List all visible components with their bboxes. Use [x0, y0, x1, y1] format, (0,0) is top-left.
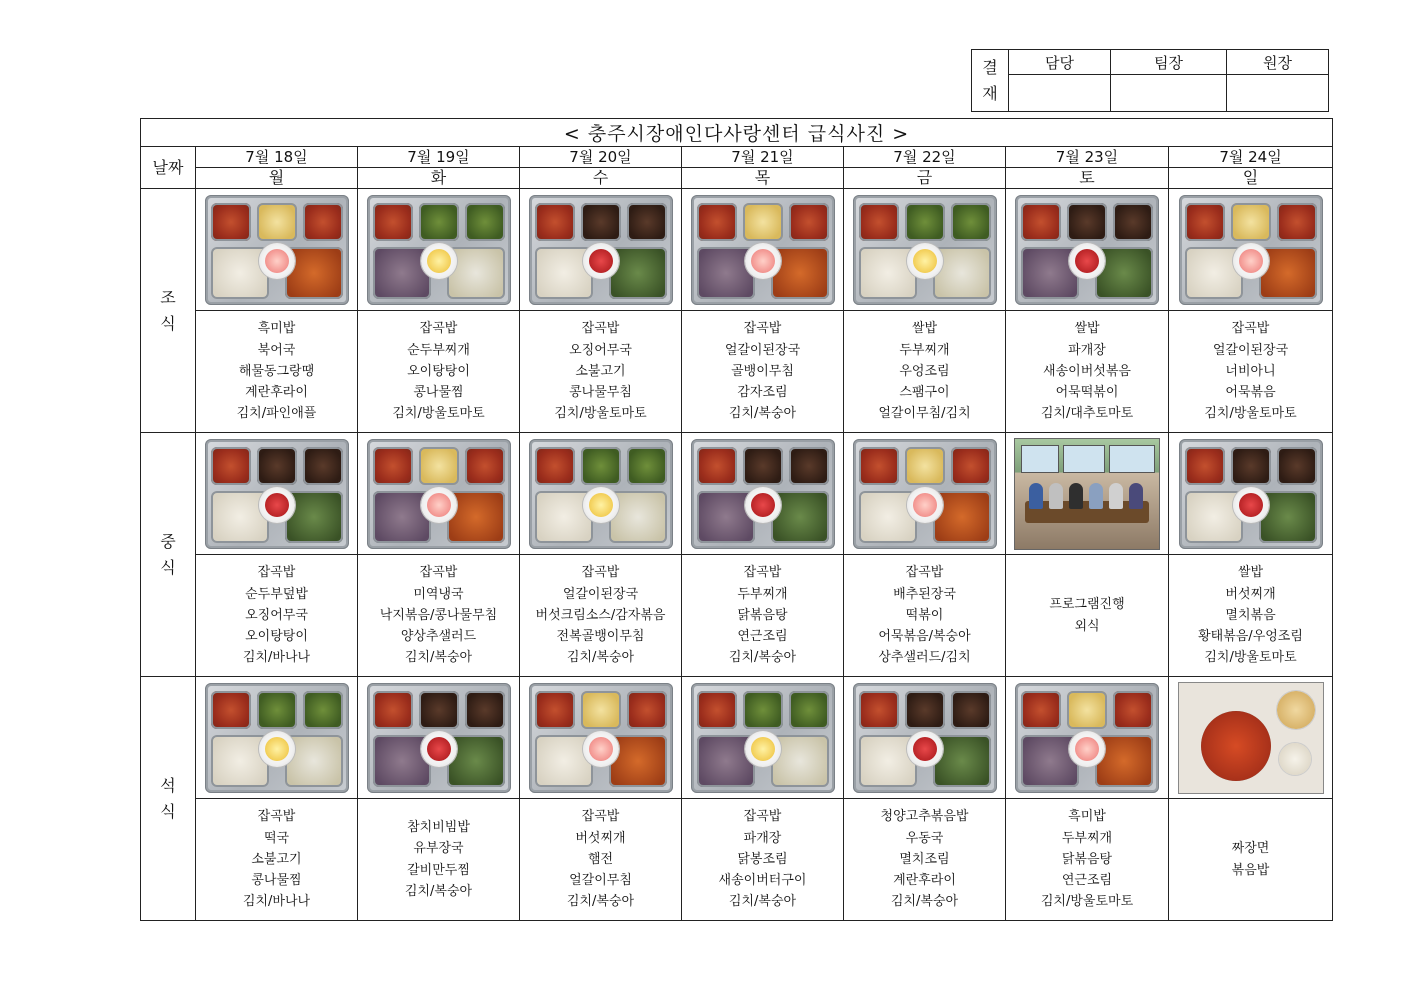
side-dish	[1277, 203, 1317, 241]
lunch-menu-cell	[196, 555, 358, 677]
breakfast-photo-cell[interactable]	[520, 189, 682, 311]
menu-item: 김치/바나나	[242, 650, 311, 666]
menu-item: 흑미밥	[257, 321, 296, 337]
menu-item: 해물동그랑땡	[238, 363, 315, 379]
menu-item: 콩나물찜	[413, 385, 464, 401]
lunch-photo-cell[interactable]	[358, 433, 520, 555]
meal-tray-photo	[1015, 683, 1159, 793]
menu-item: 잡곡밥	[743, 321, 782, 337]
meal-tray-photo	[853, 195, 997, 305]
dinner-photo-cell[interactable]	[1169, 677, 1333, 799]
menu-item: 잡곡밥	[743, 565, 782, 581]
fruit-bowl	[907, 243, 943, 279]
approval-label	[972, 50, 1009, 112]
menu-item: 닭봉조림	[737, 851, 788, 867]
side-dish	[1185, 203, 1225, 241]
side-dish	[373, 691, 413, 729]
breakfast-menu-cell	[682, 311, 844, 433]
breakfast-photo-cell[interactable]	[358, 189, 520, 311]
date-cell: 7월 19일	[358, 147, 520, 168]
fruit-bowl	[259, 243, 295, 279]
meal-tray-photo	[529, 439, 673, 549]
menu-item: 김치/방울토마토	[1040, 894, 1134, 910]
menu-item: 얼갈이된장국	[724, 342, 801, 358]
menu-item: 파개장	[1068, 342, 1106, 358]
dinner-menu-cell	[1006, 799, 1169, 921]
lunch-menu-cell	[844, 555, 1006, 677]
date-label: 날짜	[141, 147, 196, 189]
approval-header-director: 원장	[1227, 50, 1329, 75]
date-cell: 7월 20일	[520, 147, 682, 168]
side-dish	[465, 203, 505, 241]
side-dish	[1113, 691, 1153, 729]
side-dish	[1067, 203, 1107, 241]
day-of-week-cell: 일	[1169, 168, 1333, 189]
menu-item: 떡국	[263, 830, 290, 846]
meal-tray-photo	[1015, 195, 1159, 305]
side-dish	[1231, 447, 1271, 485]
menu-item: 햄전	[587, 851, 614, 867]
fruit-bowl	[907, 731, 943, 767]
menu-item: 배추된장국	[893, 586, 956, 602]
menu-item: 김치/복숭아	[890, 894, 959, 910]
breakfast-label-char: 조	[160, 287, 176, 307]
side-dish	[535, 691, 575, 729]
menu-item: 순두부덮밥	[245, 586, 308, 602]
dinner-menu-cell	[682, 799, 844, 921]
menu-item: 얼갈이무침/김치	[878, 406, 971, 422]
menu-item: 잡곡밥	[905, 565, 944, 581]
menu-item: 얼갈이무침	[569, 873, 632, 889]
menu-item: 파개장	[743, 830, 782, 846]
lunch-photo-cell[interactable]	[520, 433, 682, 555]
lunch-menu-cell	[1169, 555, 1333, 677]
side-dish	[419, 447, 459, 485]
menu-item: 너비아니	[1225, 363, 1276, 379]
menu-item: 닭볶음탕	[737, 607, 788, 623]
menu-item: 김치/방울토마토	[392, 406, 485, 422]
menu-item: 어묵떡볶이	[1055, 385, 1119, 401]
dinner-photo-cell[interactable]	[196, 677, 358, 799]
meal-tray-photo	[367, 683, 511, 793]
menu-item: 얼갈이된장국	[562, 586, 639, 602]
menu-item: 소불고기	[251, 851, 302, 867]
menu-item: 오징어무국	[569, 342, 632, 358]
breakfast-photo-cell[interactable]	[1169, 189, 1333, 311]
menu-item: 두부찌개	[899, 342, 950, 358]
menu-item: 버섯찌개	[1225, 586, 1276, 602]
menu-item: 우동국	[905, 830, 944, 846]
fruit-bowl	[745, 243, 781, 279]
lunch-photo-cell[interactable]	[1006, 433, 1169, 555]
dinner-label	[141, 677, 196, 921]
dinner-photo-cell[interactable]	[358, 677, 520, 799]
menu-item: 김치/복숭아	[728, 406, 797, 422]
side-dish	[859, 691, 899, 729]
dinner-menu-cell	[1169, 799, 1333, 921]
lunch-menu-cell	[358, 555, 520, 677]
side-dish	[789, 203, 829, 241]
side-dish	[303, 447, 343, 485]
breakfast-label-char: 식	[160, 313, 176, 333]
meal-tray-photo	[529, 195, 673, 305]
menu-item: 오이탕탕이	[245, 629, 308, 645]
approval-sign-team-lead[interactable]	[1111, 75, 1227, 112]
menu-item: 어묵볶음/복숭아	[878, 629, 971, 645]
meal-tray-photo	[853, 439, 997, 549]
meal-tray-photo	[853, 683, 997, 793]
meal-tray-photo	[367, 195, 511, 305]
meal-tray-photo	[367, 439, 511, 549]
side-dish	[373, 203, 413, 241]
side-dish	[1021, 203, 1061, 241]
menu-item: 어묵볶음	[1225, 385, 1276, 401]
breakfast-menu-cell	[196, 311, 358, 433]
fruit-bowl	[421, 487, 457, 523]
meal-tray-photo	[205, 683, 349, 793]
side-dish	[859, 447, 899, 485]
menu-item: 연근조림	[737, 629, 788, 645]
menu-item: 김치/복숭아	[404, 883, 473, 899]
menu-item: 새송이버터구이	[718, 873, 807, 889]
dinner-photo-cell[interactable]	[682, 677, 844, 799]
restaurant-window	[1063, 445, 1105, 473]
side-dish	[535, 447, 575, 485]
side-dish	[697, 447, 737, 485]
dinner-menu-cell	[358, 799, 520, 921]
side-dish	[535, 203, 575, 241]
menu-item: 김치/복숭아	[728, 650, 797, 666]
diner-figure	[1129, 483, 1143, 509]
breakfast-photo-cell[interactable]	[1006, 189, 1169, 311]
menu-item: 낙지볶음/콩나물무침	[379, 607, 498, 623]
fruit-bowl	[1233, 243, 1269, 279]
fruit-bowl	[745, 487, 781, 523]
menu-item: 멸치조림	[899, 851, 950, 867]
menu-item: 김치/방울토마토	[1204, 406, 1297, 422]
side-dish	[303, 691, 343, 729]
menu-item: 양상추샐러드	[400, 629, 477, 645]
meal-tray-photo	[1179, 195, 1323, 305]
fruit-bowl	[745, 731, 781, 767]
side-dish	[743, 691, 783, 729]
breakfast-photo-cell[interactable]	[844, 189, 1006, 311]
menu-item: 쌀밥	[1074, 321, 1100, 337]
approval-header-team-lead: 팀장	[1111, 50, 1227, 75]
dinner-photo-cell[interactable]	[1006, 677, 1169, 799]
dinner-photo-cell[interactable]	[520, 677, 682, 799]
side-dish	[373, 447, 413, 485]
lunch-menu-cell	[520, 555, 682, 677]
breakfast-menu-cell	[520, 311, 682, 433]
menu-item: 오이탕탕이	[407, 363, 470, 379]
side-dish	[1185, 447, 1225, 485]
diner-figure	[1049, 483, 1063, 509]
menu-item: 김치/복숭아	[566, 894, 635, 910]
lunch-photo-cell[interactable]	[1169, 433, 1333, 555]
menu-item: 스팸구이	[899, 385, 950, 401]
fruit-bowl	[259, 731, 295, 767]
day-of-week-cell: 목	[682, 168, 844, 189]
side-dish	[1277, 447, 1317, 485]
side-dish	[257, 203, 297, 241]
breakfast-menu-cell	[844, 311, 1006, 433]
menu-item: 얼갈이된장국	[1212, 342, 1289, 358]
date-cell: 7월 18일	[196, 147, 358, 168]
side-dish	[627, 203, 667, 241]
approval-label-char-2: 재	[982, 83, 998, 103]
menu-item: 전복골뱅이무침	[556, 629, 645, 645]
menu-item: 잡곡밥	[419, 321, 458, 337]
side-dish	[789, 691, 829, 729]
menu-item: 잡곡밥	[1231, 321, 1270, 337]
day-of-week-cell: 화	[358, 168, 520, 189]
diner-figure	[1109, 483, 1123, 509]
breakfast-menu-cell	[358, 311, 520, 433]
approval-sign-director[interactable]	[1227, 75, 1329, 112]
menu-item: 떡볶이	[905, 607, 944, 623]
menu-item: 콩나물무침	[569, 385, 632, 401]
breakfast-photo-cell[interactable]	[682, 189, 844, 311]
side-dish	[627, 691, 667, 729]
restaurant-photo	[1014, 438, 1160, 550]
meal-tray-photo	[691, 683, 835, 793]
side-dish	[697, 691, 737, 729]
menu-item: 쌀밥	[1237, 565, 1264, 581]
menu-item: 골뱅이무침	[731, 363, 794, 379]
day-of-week-cell: 토	[1006, 168, 1169, 189]
page-title: < 충주시장애인다사랑센터 급식사진 >	[141, 119, 1333, 147]
menu-item: 계란후라이	[245, 385, 308, 401]
fruit-bowl	[259, 487, 295, 523]
side-dish	[697, 203, 737, 241]
lunch-photo-cell[interactable]	[844, 433, 1006, 555]
jjajang-pot	[1201, 711, 1271, 781]
breakfast-photo-cell[interactable]	[196, 189, 358, 311]
menu-item: 미역냉국	[413, 586, 464, 602]
lunch-label-char: 중	[160, 531, 176, 551]
menu-item: 짜장면	[1231, 841, 1270, 857]
menu-item: 김치/파인애플	[236, 406, 317, 422]
breakfast-label	[141, 189, 196, 433]
menu-item: 외식	[1074, 618, 1100, 634]
side-dish	[465, 447, 505, 485]
dumpling-plate	[1277, 691, 1315, 729]
menu-item: 계란후라이	[893, 873, 956, 889]
approval-box	[971, 49, 1329, 112]
menu-item: 버섯찌개	[575, 830, 626, 846]
meal-tray-photo	[529, 683, 673, 793]
meal-photo-table	[140, 118, 1333, 921]
meal-tray-photo	[691, 439, 835, 549]
side-dish	[419, 691, 459, 729]
breakfast-menu-cell	[1169, 311, 1333, 433]
side-dish	[905, 203, 945, 241]
diner-figure	[1069, 483, 1083, 509]
lunch-photo-cell[interactable]	[682, 433, 844, 555]
date-cell: 7월 22일	[844, 147, 1006, 168]
menu-item: 두부찌개	[737, 586, 788, 602]
menu-item: 참치비빔밥	[407, 820, 470, 836]
fruit-bowl	[1069, 243, 1105, 279]
menu-item: 김치/바나나	[242, 894, 311, 910]
side-dish	[257, 691, 297, 729]
menu-item: 멸치볶음	[1225, 607, 1276, 623]
dinner-menu-cell	[196, 799, 358, 921]
day-of-week-cell: 수	[520, 168, 682, 189]
takeout-meal-photo	[1178, 682, 1324, 794]
meal-tray-photo	[205, 439, 349, 549]
menu-item: 김치/복숭아	[404, 650, 473, 666]
menu-item: 볶음밥	[1231, 862, 1270, 878]
approval-header-manager: 담당	[1009, 50, 1111, 75]
side-dish	[465, 691, 505, 729]
fruit-bowl	[907, 487, 943, 523]
lunch-label-char: 식	[160, 557, 176, 577]
menu-item: 쌀밥	[911, 321, 938, 337]
menu-item: 오징어무국	[245, 607, 308, 623]
meal-tray-photo	[1179, 439, 1323, 549]
date-cell: 7월 23일	[1006, 147, 1169, 168]
menu-item: 잡곡밥	[419, 565, 458, 581]
fruit-bowl	[583, 731, 619, 767]
side-dish	[211, 447, 251, 485]
fruit-bowl	[583, 487, 619, 523]
fruit-bowl	[1233, 487, 1269, 523]
menu-item: 소불고기	[575, 363, 626, 379]
side-dish	[951, 691, 991, 729]
approval-sign-manager[interactable]	[1009, 75, 1111, 112]
diner-figure	[1029, 483, 1043, 509]
meal-tray-photo	[205, 195, 349, 305]
menu-item: 잡곡밥	[581, 809, 620, 825]
dinner-photo-cell[interactable]	[844, 677, 1006, 799]
menu-item: 유부장국	[413, 841, 464, 857]
lunch-label	[141, 433, 196, 677]
side-dish	[1113, 203, 1153, 241]
lunch-menu-cell	[682, 555, 844, 677]
day-of-week-cell: 월	[196, 168, 358, 189]
side-bowl	[1279, 743, 1311, 775]
date-cell: 7월 21일	[682, 147, 844, 168]
fruit-bowl	[1069, 731, 1105, 767]
menu-item: 김치/복숭아	[728, 894, 797, 910]
menu-item: 갈비만두찜	[407, 862, 470, 878]
menu-item: 잡곡밥	[257, 809, 296, 825]
menu-item: 잡곡밥	[581, 321, 620, 337]
side-dish	[905, 691, 945, 729]
fruit-bowl	[583, 243, 619, 279]
meal-tray-photo	[691, 195, 835, 305]
menu-item: 잡곡밥	[581, 565, 620, 581]
menu-item: 순두부찌개	[407, 342, 470, 358]
menu-item: 북어국	[257, 342, 296, 358]
side-dish	[581, 203, 621, 241]
menu-item: 상추샐러드/김치	[878, 650, 971, 666]
day-of-week-cell: 금	[844, 168, 1006, 189]
dinner-menu-cell	[520, 799, 682, 921]
menu-item: 잡곡밥	[743, 809, 782, 825]
restaurant-window	[1021, 445, 1059, 473]
side-dish	[743, 447, 783, 485]
menu-item: 닭볶음탕	[1061, 851, 1113, 867]
menu-item: 잡곡밥	[257, 565, 296, 581]
menu-item: 감자조림	[737, 385, 788, 401]
menu-item: 청양고추볶음밥	[880, 809, 969, 825]
menu-item: 김치/방울토마토	[1204, 650, 1297, 666]
menu-item: 김치/대추토마토	[1040, 406, 1134, 422]
date-cell: 7월 24일	[1169, 147, 1333, 168]
side-dish	[859, 203, 899, 241]
menu-item: 버섯크림소스/감자볶음	[535, 607, 666, 623]
lunch-menu-cell	[1006, 555, 1169, 677]
dinner-menu-cell	[844, 799, 1006, 921]
menu-item: 프로그램진행	[1049, 597, 1125, 613]
side-dish	[1067, 691, 1107, 729]
side-dish	[951, 203, 991, 241]
side-dish	[257, 447, 297, 485]
menu-item: 두부찌개	[1061, 830, 1113, 846]
menu-item: 우엉조림	[899, 363, 950, 379]
side-dish	[211, 691, 251, 729]
side-dish	[1231, 203, 1271, 241]
menu-item: 황태볶음/우엉조림	[1198, 629, 1303, 645]
breakfast-menu-cell	[1006, 311, 1169, 433]
dinner-label-char: 식	[160, 801, 176, 821]
side-dish	[743, 203, 783, 241]
side-dish	[1021, 691, 1061, 729]
side-dish	[627, 447, 667, 485]
side-dish	[581, 691, 621, 729]
fruit-bowl	[421, 731, 457, 767]
dinner-label-char: 석	[160, 775, 176, 795]
restaurant-window	[1109, 445, 1155, 473]
side-dish	[905, 447, 945, 485]
approval-label-char-1: 결	[982, 57, 998, 77]
fruit-bowl	[421, 243, 457, 279]
menu-item: 흑미밥	[1068, 809, 1106, 825]
menu-item: 김치/방울토마토	[554, 406, 647, 422]
side-dish	[419, 203, 459, 241]
menu-item: 연근조림	[1061, 873, 1113, 889]
side-dish	[581, 447, 621, 485]
side-dish	[951, 447, 991, 485]
diner-figure	[1089, 483, 1103, 509]
menu-item: 새송이버섯볶음	[1043, 363, 1131, 379]
menu-item: 콩나물찜	[251, 873, 302, 889]
side-dish	[789, 447, 829, 485]
side-dish	[211, 203, 251, 241]
lunch-photo-cell[interactable]	[196, 433, 358, 555]
menu-item: 김치/복숭아	[566, 650, 635, 666]
side-dish	[303, 203, 343, 241]
